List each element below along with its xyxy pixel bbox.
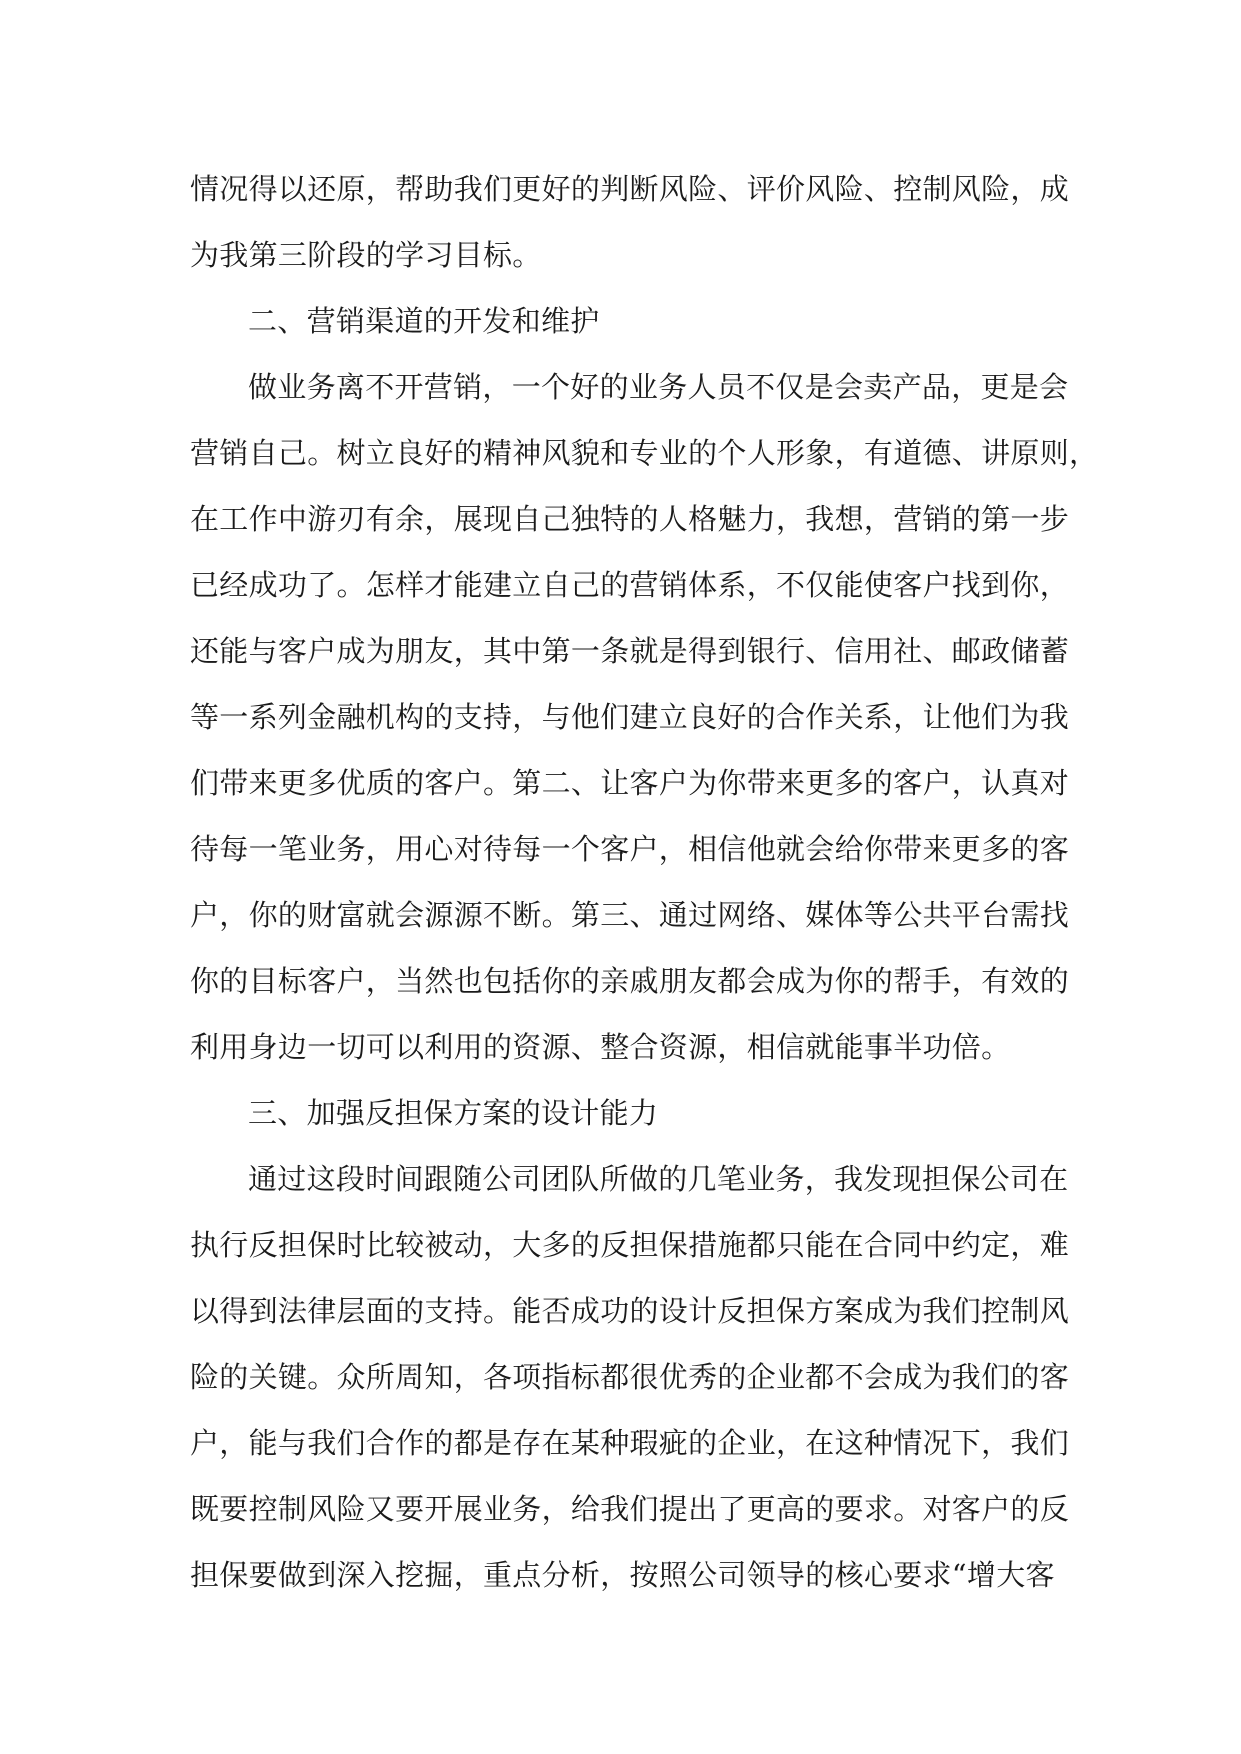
section-heading: 三、加强反担保方案的设计能力 — [248, 1096, 659, 1130]
text-line: 担保要做到深入挖掘，重点分析，按照公司领导的核心要求“增大客 — [190, 1558, 1055, 1592]
text-line: 利用身边一切可以利用的资源、整合资源，相信就能事半功倍。 — [190, 1030, 1011, 1064]
text-line: 你的目标客户，当然也包括你的亲戚朋友都会成为你的帮手，有效的 — [190, 964, 1070, 998]
document-body — [190, 156, 1099, 1608]
text-line: 户，你的财富就会源源不断。第三、通过网络、媒体等公共平台需找 — [190, 898, 1070, 932]
text-line: 户，能与我们合作的都是存在某种瑕疵的企业，在这种情况下，我们 — [190, 1426, 1070, 1460]
text-line: 执行反担保时比较被动，大多的反担保措施都只能在合同中约定，难 — [190, 1228, 1070, 1262]
paragraph-first-line: 做业务离不开营销，一个好的业务人员不仅是会卖产品，更是会 — [248, 370, 1069, 404]
text-line: 为我第三阶段的学习目标。 — [190, 238, 542, 272]
text-line: 在工作中游刃有余，展现自己独特的人格魅力，我想，营销的第一步 — [190, 502, 1070, 536]
text-line: 还能与客户成为朋友，其中第一条就是得到银行、信用社、邮政储蓄 — [190, 634, 1070, 668]
text-line: 险的关键。众所周知，各项指标都很优秀的企业都不会成为我们的客 — [190, 1360, 1070, 1394]
text-line: 等一系列金融机构的支持，与他们建立良好的合作关系，让他们为我 — [190, 700, 1070, 734]
text-line: 既要控制风险又要开展业务，给我们提出了更高的要求。对客户的反 — [190, 1492, 1070, 1526]
section-heading: 二、营销渠道的开发和维护 — [248, 304, 600, 338]
text-line: 待每一笔业务，用心对待每一个客户，相信他就会给你带来更多的客 — [190, 832, 1070, 866]
text-line: 已经成功了。怎样才能建立自己的营销体系，不仅能使客户找到你， — [190, 568, 1070, 602]
text-line: 们带来更多优质的客户。第二、让客户为你带来更多的客户，认真对 — [190, 766, 1070, 800]
paragraph-first-line: 通过这段时间跟随公司团队所做的几笔业务，我发现担保公司在 — [248, 1162, 1069, 1196]
text-line: 以得到法律层面的支持。能否成功的设计反担保方案成为我们控制风 — [190, 1294, 1070, 1328]
text-line: 营销自己。树立良好的精神风貌和专业的个人形象，有道德、讲原则， — [190, 436, 1099, 470]
text-line: 情况得以还原，帮助我们更好的判断风险、评价风险、控制风险，成 — [190, 172, 1070, 206]
